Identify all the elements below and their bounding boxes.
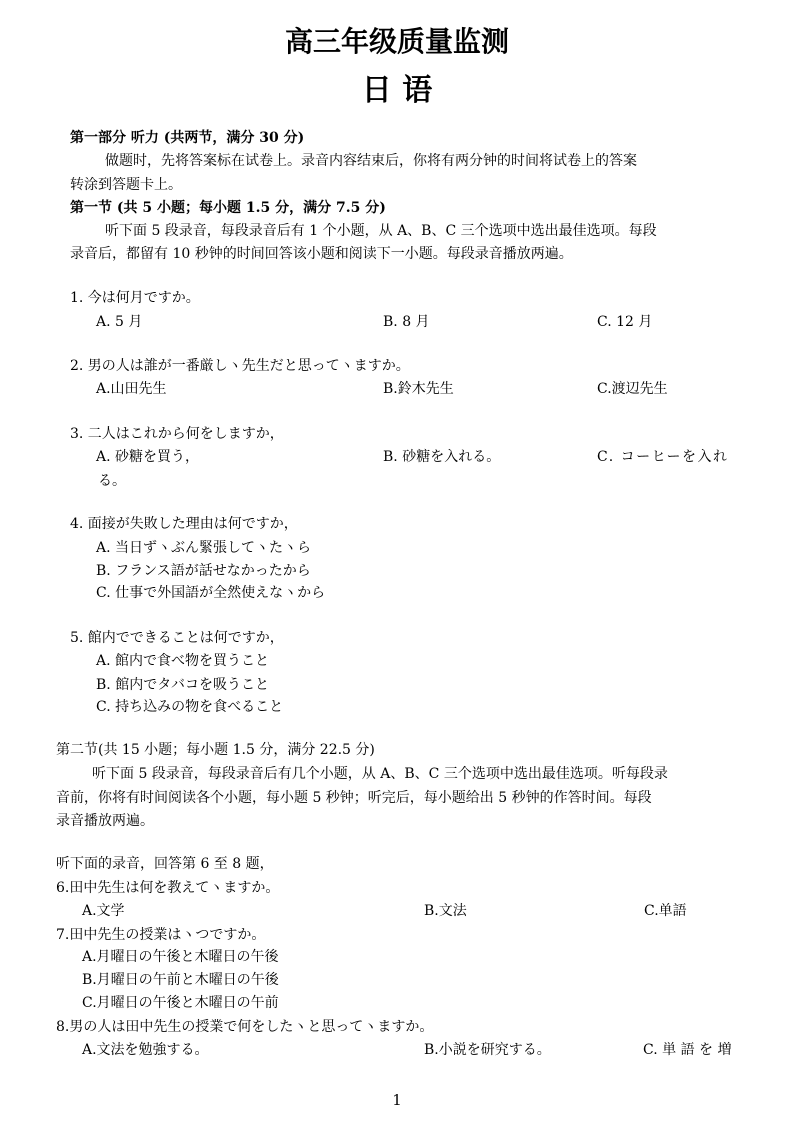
page-title: 高三年级质量监测 [284, 25, 509, 58]
q5-option-a: A. 館内で食べ物を買うこと [96, 653, 270, 669]
section1-instruction-line2: 录音后，都留有 10 秒钟的时间回答该小题和阅读下一小题。每段录音播放两遍。 [70, 246, 573, 262]
section2-instruction-line1: 听下面 5 段录音，每段录音后有几个小题，从 A、B、C 三个选项中选出最佳选项。听每段录 [92, 766, 668, 782]
q5-option-c: C. 持ち込みの物を食べること [96, 699, 284, 715]
section2-heading: 第二节(共 15 小题；每小题 1.5 分，满分 22.5 分) [56, 742, 375, 758]
q4-option-b: B. フランス語が話せなかったから [96, 563, 311, 579]
q8-question: 8.男の人は田中先生の授業で何をしたヽと思ってヽますか。 [56, 1019, 434, 1035]
q3-option-a: A. 砂糖を買う， [96, 449, 200, 465]
page-subtitle: 日 语 [361, 73, 433, 108]
q2-option-c: C.渡辺先生 [597, 381, 668, 397]
section1-instruction-line1: 听下面 5 段录音，每段录音后有 1 个小题，从 A、B、C 三个选项中选出最佳选项。每段 [105, 223, 657, 239]
q7-option-b: B.月曜日の午前と木曜日の午後 [82, 972, 279, 988]
part1-heading: 第一部分 听力 (共两节，满分 30 分) [70, 130, 305, 146]
q2-question: 2. 男の人は誰が一番厳しヽ先生だと思ってヽますか。 [70, 358, 410, 374]
q6-option-c: C.单語 [644, 903, 687, 919]
section2-instruction-line3: 录音播放两遍。 [56, 813, 154, 829]
q6-option-a: A.文学 [82, 903, 125, 919]
q1-question: 1. 今は何月ですか。 [70, 290, 200, 306]
q1-option-c: C. 12 月 [597, 314, 653, 330]
q2-option-a: A.山田先生 [96, 381, 167, 397]
q8-option-c: C. 単 語 を 増 [643, 1042, 732, 1058]
group1-intro: 听下面的录音，回答第 6 至 8 题， [56, 856, 274, 872]
q1-option-b: B. 8 月 [383, 314, 430, 330]
q3-question: 3. 二人はこれから何をしますか， [70, 426, 284, 442]
q4-option-a: A. 当日ずヽぶん緊張してヽたヽら [96, 540, 312, 556]
q8-option-a: A.文法を勉強する。 [82, 1042, 209, 1058]
section1-heading: 第一节 (共 5 小题；每小题 1.5 分，满分 7.5 分) [70, 200, 386, 216]
q3-option-c-continued: る。 [98, 473, 126, 489]
q1-option-a: A. 5 月 [96, 314, 143, 330]
part1-instruction-line2: 转涂到答题卡上。 [70, 177, 182, 193]
q3-option-c: C. コーヒーを入れ [597, 449, 729, 465]
q2-option-b: B.鈴木先生 [383, 381, 454, 397]
q7-option-a: A.月曜日の午後と木曜日の午後 [82, 949, 279, 965]
q4-option-c: C. 仕事で外国語が全然使えなヽから [96, 585, 326, 601]
q3-option-b: B. 砂糖を入れる。 [383, 449, 501, 465]
q4-question: 4. 面接が失敗した理由は何ですか， [70, 516, 298, 532]
q6-question: 6.田中先生は何を教えてヽますか。 [56, 880, 280, 896]
q5-question: 5. 館内でできることは何ですか， [70, 630, 284, 646]
section2-instruction-line2: 音前，你将有时间阅读各个小题，每小题 5 秒钟；听完后，每小题给出 5 秒钟的作答时间。每段 [56, 790, 652, 806]
part1-instruction-line1: 做题时，先将答案标在试卷上。录音内容结束后，你将有两分钟的时间将试卷上的答案 [105, 153, 637, 169]
q7-option-c: C.月曜日の午後と木曜日の午前 [82, 995, 279, 1011]
q7-question: 7.田中先生の授業はヽつですか。 [56, 927, 266, 943]
q6-option-b: B.文法 [424, 903, 467, 919]
page-number: 1 [392, 1091, 402, 1109]
q8-option-b: B.小説を研究する。 [424, 1042, 551, 1058]
q5-option-b: B. 館内でタバコを吸うこと [96, 677, 270, 693]
